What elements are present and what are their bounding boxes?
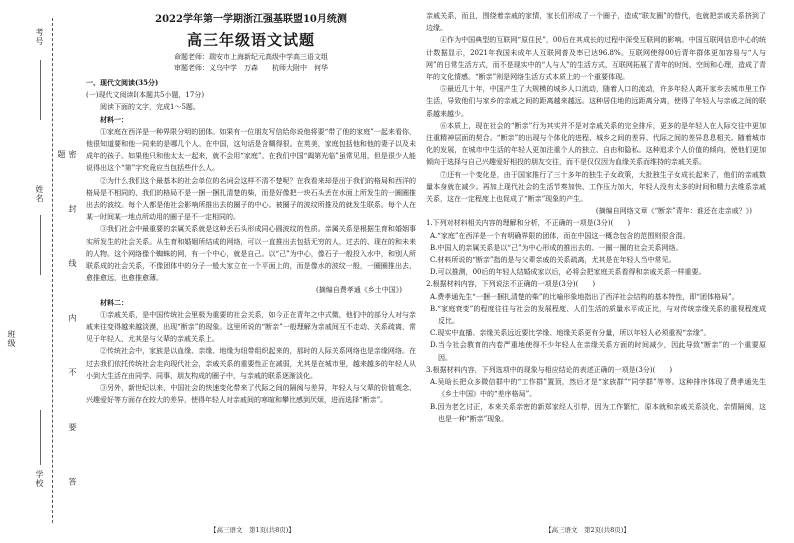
- material-1-title: 材料一：: [100, 115, 128, 124]
- right-column: [426, 10, 766, 425]
- instruction: 阅读下面的文字，完成1～5题。: [100, 103, 200, 112]
- question-3-option-a: A.吴晗长把众多微信群中的“工作群”置顶，然后才是“家族群”“同学群”等等。这种排序体现了费孝通先生《乡土中国》中的“差序格局”。: [430, 378, 766, 399]
- material-2-title: 材料二：: [100, 298, 128, 307]
- class-label: 班级: [7, 330, 16, 348]
- material-2-paragraph: 亲戚关系，而且，围绕着亲戚的家情，家长们形成了一个圈子，造成“联友圈”的替代，也就把亲戚关系挤到了边缘。: [426, 12, 766, 33]
- material-2-paragraph: ①亲戚关系，是中国传统社会里极为重要的社会关系，如今正在青年之中式微，他们中的部分人对与亲戚来往变得越来越淡漠，出现“断亲”的现象。这里所说的“断亲”一般理解为亲戚间互不走动、关系疏离，常见于年轻人，尤其是与父辈的亲戚关系上。: [86, 310, 416, 344]
- page-footer-right: 【高三语文 第2页(共8页)】: [545, 526, 630, 534]
- question-1-option-a: A.“家庭”在西洋是一个有明确界限的团体，而在中国这一概念包含的范围则很含混。: [430, 231, 690, 240]
- binding-strip: [0, 0, 77, 543]
- question-1-option-c: C.材料所说的“断亲”指的是与父辈亲戚的关系疏离，尤其是在年轻人当中常见。: [430, 256, 676, 265]
- page-footer-left: 【高三语文 第1页(共8页)】: [210, 526, 295, 534]
- question-3-option-b: B.因为老乞讨正，本来关系亲密的新郑家经人引荐，因为工作繁忙，原本就和亲戚关系淡化，亲情隔阂，这也是一种“断亲”现象。: [430, 402, 766, 423]
- reviewer-line: 审题老师：义乌中学 万森 杭师大附中 何华: [174, 64, 328, 72]
- exam-title: 高三年级语文试题: [186, 31, 315, 49]
- seal-text: 密 封 线 内 不 要 答 题: [56, 150, 78, 543]
- seal-dashed-line: [52, 18, 53, 523]
- exam-header: 2022学年第一学期浙江强基联盟10月统测: [155, 14, 347, 25]
- material-2-source: (摘编自网络文章《“断亲”青年：谁还在走亲戚？》): [595, 207, 752, 216]
- question-2-stem: 2.根据材料内容，下列说法不正确的一项是(3分)( ): [426, 280, 596, 289]
- left-column: [86, 10, 416, 406]
- material-1-paragraph: ①家庭在西洋是一种界限分明的团体。如果有一位朋友写信给你说他将要“带了他的家庭”一起来看你，他很知道要和他一同来的是哪几个人。在中国，这句话是含糊得很。在英美，家庭包括他和他的妻子以及未成年的孩子。如果他只和他太太一起来，就不会用“家庭”。在我们中国“阖第光临”虽常见用，但是很少人能说得出这个“第”字究竟应当包括些什么人。: [86, 127, 416, 173]
- material-2-paragraph: ⑥本质上，现在社会的“断亲”行为其实并不是对亲戚关系的完全排斥，更多的是年轻人在人际交往中更加注重精神层面的契合。“断亲”的出现与个体化的进程、城乡之间的差异、代际之间的差异息息相关。随着城市化的发展，在城市中生活的年轻人更加注重个人的独立、自由和隐私。这种追求个人价值的倾向，使他们更加倾向于选择与自己兴趣爱好相投的朋友交往，而不是仅仅因为血缘关系而维持的亲戚关系。: [426, 121, 766, 167]
- material-2-paragraph: ②传统社会中，家族是以血缘、亲缘、地缘为纽带组织起来的，那时的人际关系网络也是亲缘网络。在过去我们依托传统社会走向现代社会，亲戚关系的重要性正在减弱，尤其是在城市里，越来越多的年轻人从小到大生活在由同学、同事、朋友构成的圈子中，与亲戚的联系逐渐淡化。: [86, 347, 416, 380]
- name-label: 姓名: [35, 185, 44, 203]
- question-2-option-a: A.费孝通先生“一捆一捆扎清楚的柴”的比喻形象地指出了西洋社会结构的基本特性，即“团体格局”。: [430, 292, 739, 301]
- question-3-stem: 3.根据材料内容，下列选项中的现象与相应结论的表述正确的一项是(3分)( ): [426, 365, 673, 374]
- question-1-option-b: B.中国人的亲属关系是以“己”为中心形成的推出去的、一圈一圈的社会关系网络。: [430, 243, 683, 252]
- section-heading: 一、现代文阅读(35分): [86, 78, 159, 87]
- material-2-paragraph: ⑦还有一个变化是，由于国家推行了三十多年的独生子女政策，大批独生子女成长起来了，他们的亲戚数量本身就在减少。再加上现代社会的生活节奏加快、工作压力加大，年轻人没有太多的时间和精力去维系亲戚关系，这在一定程度上也促成了“断亲”现象的产生。: [426, 170, 766, 204]
- material-1-source: (摘编自费孝通《乡土中国》): [316, 286, 402, 295]
- question-1-stem: 1.下列对材料相关内容的理解和分析，不正确的一项是(3分)( ): [426, 219, 631, 228]
- exam-no-label: 考号: [35, 28, 44, 46]
- material-2-paragraph: ④作为中国典型的互联网“原住民”，00后在其成长的过程中深受互联网的影响。中国互联网信息中心的统计数据显示，2021年我国未成年人互联网普及率已达96.8%。互联网使得00后青年群体更加容易与“人与网”的日常生活方式，而不是现实中的“人与人”的生活方式，互联网拓展了青年的时间、空间和心理，造成了青年的文化情感。“断亲”则是网络生活方式本质上的一个重要体现。: [426, 36, 766, 82]
- material-2-paragraph: ③另外，新世纪以来，中国社会的快速变化带来了代际之间的隔阂与差异，年轻人与父辈的价值观念、兴趣爱好等方面存在较大的差异，使得年轻人对亲戚间的寒暄和攀比感到厌烦，进而选择“断亲”。: [86, 384, 416, 405]
- setter-line: 命题老师：瑞安市上海新纪元高级中学高三语文组: [174, 53, 328, 61]
- material-2-paragraph: ⑤最近几十年，中国产生了大规模的城乡人口流动，随着人口的流动，许多年轻人离开家乡去城市里工作生活，导致他们与家乡的亲戚之间的距离越来越远。这种居住地的远距离分离，使得了年轻人与亲戚之间的联系越来越少。: [426, 85, 766, 118]
- subsection-heading: (一)现代文阅读Ⅰ(本题共5小题，17分): [86, 91, 205, 100]
- question-1-option-d: D.可以推测，00后的年轻人结婚成家以后，必将会把家庭关系看得和亲戚关系一样重要。: [430, 268, 706, 277]
- material-1-paragraph: ③我们社会中最重要的亲属关系就是这种丢石头形成同心圆波纹的性质。亲属关系是根据生育和婚姻事实所发生的社会关系。从生育和婚姻所结成的网络，可以一直推出去包括无穷的人，过去的、现在的和未来的人物。这个网络像个蜘蛛的网，有一个中心，就是自己。以“己”为中心，像石子一般投入水中，和别人所联系成的社会关系，不像团体中的分子一般大家立在一个平面上的，而是像水的波纹一般，一圈圈推出去，愈推愈远，也愈推愈薄。: [86, 225, 416, 283]
- material-1-paragraph: ②为什么我们这个最基本的社会单位的名词会这样不清不楚呢？在我看来却是出于我们的格局和西洋的格局是不相同的，我们的格局不是一捆一捆扎清楚的柴，而是好像把一块石头丢在水面上所发生的一圈圈推出去的波纹。每个人都是他社会影响所推出去的圈子的中心。被圈子的波纹所推及的就发生联系。每个人在某一时间某一地点所动用的圈子是不一定相同的。: [86, 176, 416, 222]
- exam-no-blank: [40, 60, 41, 120]
- name-blank: [40, 215, 41, 275]
- question-2-option-b: B.“家庭衰变”的程度往往与社会的发展程度、人们生活的质量水平成正比，与对传统亲缘关系的重视程度成反比。: [430, 304, 766, 326]
- school-label: 学校: [35, 470, 44, 488]
- school-blank: [40, 410, 41, 465]
- question-2-option-c: C.现实中直播、亲缘关系远近要比学缘、地缘关系更有分量，所以年轻人必须重视“亲缘”。: [430, 329, 711, 338]
- question-2-option-d: D.当今社会教育的内卷严重地使得不少年轻人在亲缘关系方面的时间减少，因此导致“断亲”的一个重要原因。: [430, 341, 766, 362]
